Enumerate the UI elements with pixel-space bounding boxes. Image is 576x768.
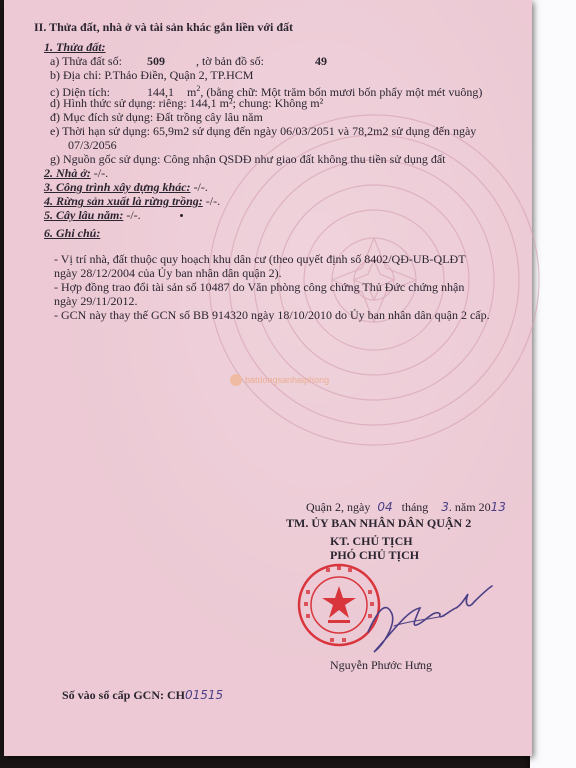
term-line-2: 07/3/2056 [68, 138, 117, 152]
map-sheet-label: , tờ bản đồ số: [195, 54, 264, 68]
date-month-label: tháng [401, 500, 429, 514]
section-forest [44, 194, 220, 208]
section-notes [44, 226, 100, 240]
section-construction [44, 180, 208, 194]
signer-name: Nguyễn Phước Hưng [330, 658, 433, 672]
section-heading: II. Thửa đất, nhà ở và tài sản khác gắn liền với đất [34, 20, 294, 34]
date-day: 04 [377, 500, 393, 514]
section-construction-value: -/-. [190, 180, 208, 194]
parcel-label: a) Thửa đất số: [50, 54, 122, 68]
parcel-line [50, 54, 327, 68]
certificate-page [4, 0, 532, 756]
origin-line: g) Nguồn gốc sử dụng: Công nhận QSDĐ như giao đất không thu tiền sử dụng đất [50, 152, 446, 166]
parcel-number: 509 [146, 54, 165, 68]
date-year-label: . năm 20 [448, 500, 491, 514]
area-line: c) Diện tích: 144,1 $m^2$, (bằng chữ: Một trăm bốn mươi bốn phẩy một mét vuông) [50, 84, 483, 99]
registry-label: Số vào sổ cấp GCN: CH [62, 688, 186, 702]
section-perennial-value: -/-. [123, 208, 141, 222]
date-month: 3 [441, 500, 449, 514]
section-construction-label: 3. Công trình xây dựng khác: [44, 180, 191, 194]
section-house-value: -/-. [90, 166, 109, 180]
watermark-text: batdongsanhaiphong [245, 375, 330, 385]
area-unit: m [186, 85, 197, 99]
signer-role-2: PHÓ CHỦ TỊCH [330, 548, 420, 562]
area-in-words: , (bằng chữ: Một trăm bốn mươi bốn phẩy một mét vuông) [200, 85, 483, 99]
address-line: b) Địa chỉ: P.Thảo Điền, Quận 2, TP.HCM [50, 68, 254, 82]
note-line-4: ngày 29/11/2012. [54, 294, 138, 308]
watermark [230, 374, 329, 386]
ink-dot [180, 214, 183, 217]
area-value: 144,1 [146, 85, 174, 99]
note-line-3: - Hợp đồng trao đổi tài sản số 10487 do Văn phòng công chứng Thủ Đức chứng nhận [54, 280, 465, 294]
purpose-line: đ) Mục đích sử dụng: Đất trồng cây lâu năm [50, 110, 263, 124]
authority: TM. ỦY BAN NHÂN DÂN QUẬN 2 [286, 516, 472, 530]
date-year-end: 13 [490, 500, 506, 514]
section-house-label: 2. Nhà ở: [44, 166, 91, 180]
date-line [306, 500, 506, 514]
section-perennial [44, 208, 141, 222]
note-line-2: ngày 28/12/2004 của Ủy ban nhân dân quận 2). [54, 266, 282, 280]
term-line-1: e) Thời hạn sử dụng: 65,9m2 sử dụng đến ngày 06/03/2051 và 78,2m2 sử dụng đến ngày [50, 124, 477, 138]
section-forest-label: 4. Rừng sản xuất là rừng trồng: [44, 194, 203, 208]
signature [364, 570, 494, 660]
date-place: Quận 2, ngày [306, 500, 371, 514]
section-perennial-label: 5. Cây lâu năm: [44, 208, 124, 222]
signer-role-1: KT. CHỦ TỊCH [330, 534, 413, 548]
house-icon [230, 374, 242, 386]
registry-line [62, 688, 223, 702]
registry-number: 01515 [185, 688, 224, 702]
section-notes-label: 6. Ghi chú: [44, 226, 101, 240]
land-title: 1. Thửa đất: [44, 40, 106, 54]
section-house [44, 166, 108, 180]
area-label: c) Diện tích: [50, 85, 110, 99]
note-line-1: - Vị trí nhà, đất thuộc quy hoạch khu dân cư (theo quyết định số 8402/QĐ-UB-QLĐT [54, 252, 466, 266]
map-sheet-number: 49 [314, 54, 327, 68]
usage-form-line: d) Hình thức sử dụng: riêng: 144,1 m²; chung: Không m² [50, 96, 324, 110]
note-line-5: - GCN này thay thế GCN số BB 914320 ngày 18/10/2010 do Ủy ban nhân dân quận 2 cấp. [54, 308, 490, 322]
section-forest-value: -/-. [202, 194, 221, 208]
